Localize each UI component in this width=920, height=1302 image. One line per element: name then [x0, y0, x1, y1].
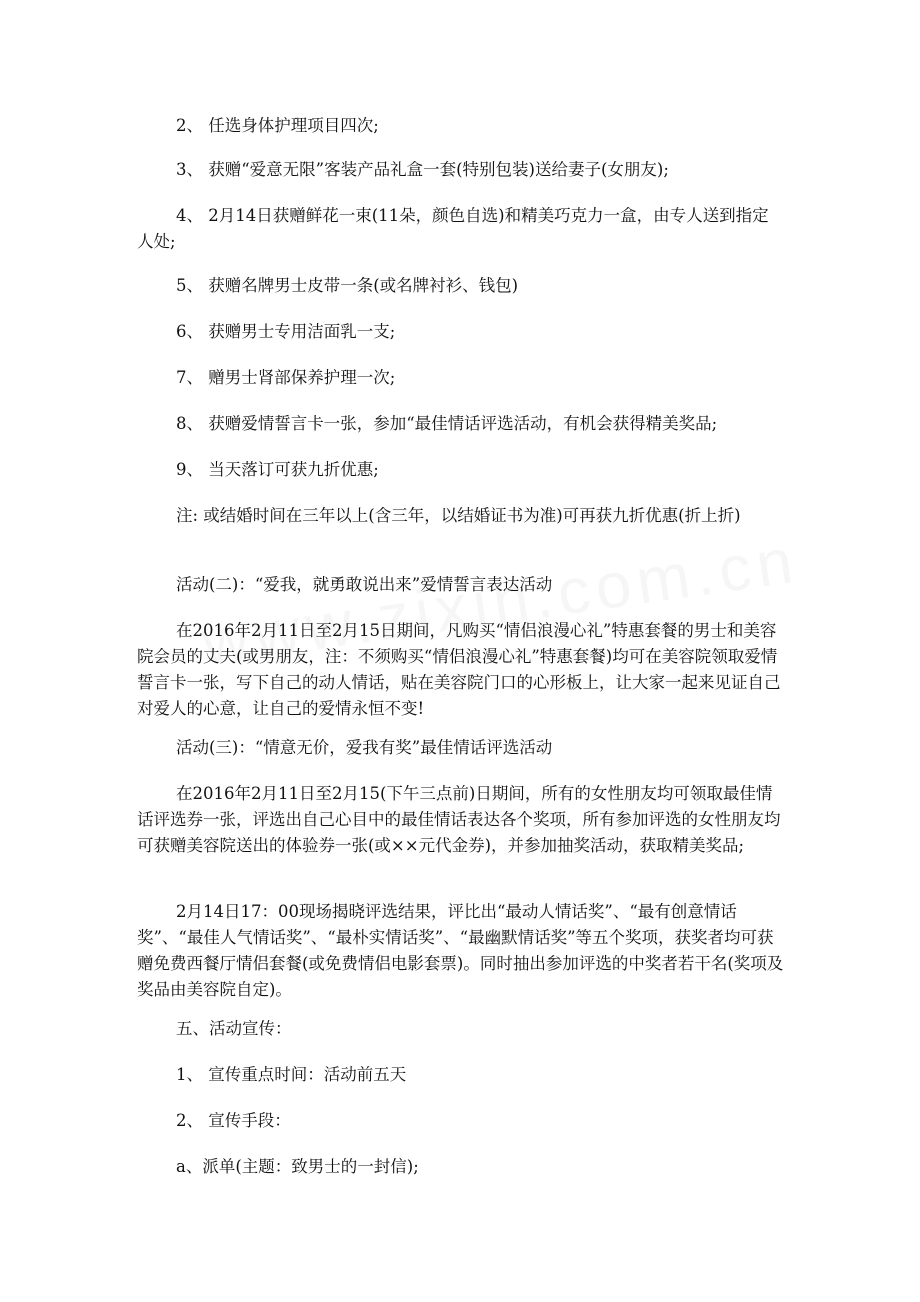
- list-item: a、派单(主题：致男士的一封信);: [176, 1157, 419, 1176]
- section-heading: 活动(二)：“爱我，就勇敢说出来”爱情誓言表达活动: [176, 575, 553, 594]
- list-item: 1、 宣传重点时间：活动前五天: [176, 1065, 407, 1084]
- list-item: 9、 当天落订可获九折优惠;: [176, 460, 379, 479]
- list-item: 2、 任选身体护理项目四次;: [176, 116, 379, 135]
- body-paragraph: 在2016年2月11日至2月15(下午三点前)日期间，所有的女性朋友均可领取最佳情话评选券一张，评选出自己心目中的最佳情话表达各个奖项，所有参加评选的女性朋友均可获赠美容院送出的体验券一张(或××元代金券)，并参加抽奖活动，获取精美奖品;: [137, 784, 781, 855]
- body-paragraph: 在2016年2月11日至2月15日期间，凡购买“情侣浪漫心礼”特惠套餐的男士和美容院会员的丈夫(或男朋友，注：不须购买“情侣浪漫心礼”特惠套餐)均可在美容院领取爱情誓言卡一张，写下自己的动人情话，贴在美容院门口的心形板上，让大家一起来见证自己对爱人的心意，让自己的爱情永恒不变!: [137, 621, 781, 718]
- list-item: 7、 赠男士肾部保养护理一次;: [176, 368, 396, 387]
- list-item: 5、 获赠名牌男士皮带一条(或名牌衬衫、钱包): [176, 276, 519, 295]
- note-paragraph: 注: 或结婚时间在三年以上(含三年，以结婚证书为准)可再获九折优惠(折上折): [176, 506, 741, 525]
- list-item: 8、 获赠爱情誓言卡一张，参加“最佳情话评选活动，有机会获得精美奖品;: [176, 414, 718, 433]
- section-heading: 五、活动宣传：: [176, 1019, 292, 1038]
- list-item: 6、 获赠男士专用洁面乳一支;: [176, 322, 396, 341]
- list-item: 2、 宣传手段：: [176, 1111, 291, 1130]
- section-heading: 活动(三)：“情意无价，爱我有奖”最佳情话评选活动: [176, 738, 553, 757]
- list-item: 3、 获赠“爱意无限”客装产品礼盒一套(特别包装)送给妻子(女朋友);: [176, 160, 669, 179]
- body-paragraph: 2月14日17：00现场揭晓评选结果，评比出“最动人情话奖”、“最有创意情话奖”、“最佳人气情话奖”、“最朴实情话奖”、“最幽默情话奖”等五个奖项，获奖者均可获赠免费西餐厅情侣套餐(或免费情侣电影套票)。同时抽出参加评选的中奖者若干名(奖项及奖品由美容院自定)。: [137, 902, 784, 999]
- list-item: 4、 2月14日获赠鲜花一束(11朵，颜色自选)和精美巧克力一盒，由专人送到指定人处;: [137, 206, 769, 251]
